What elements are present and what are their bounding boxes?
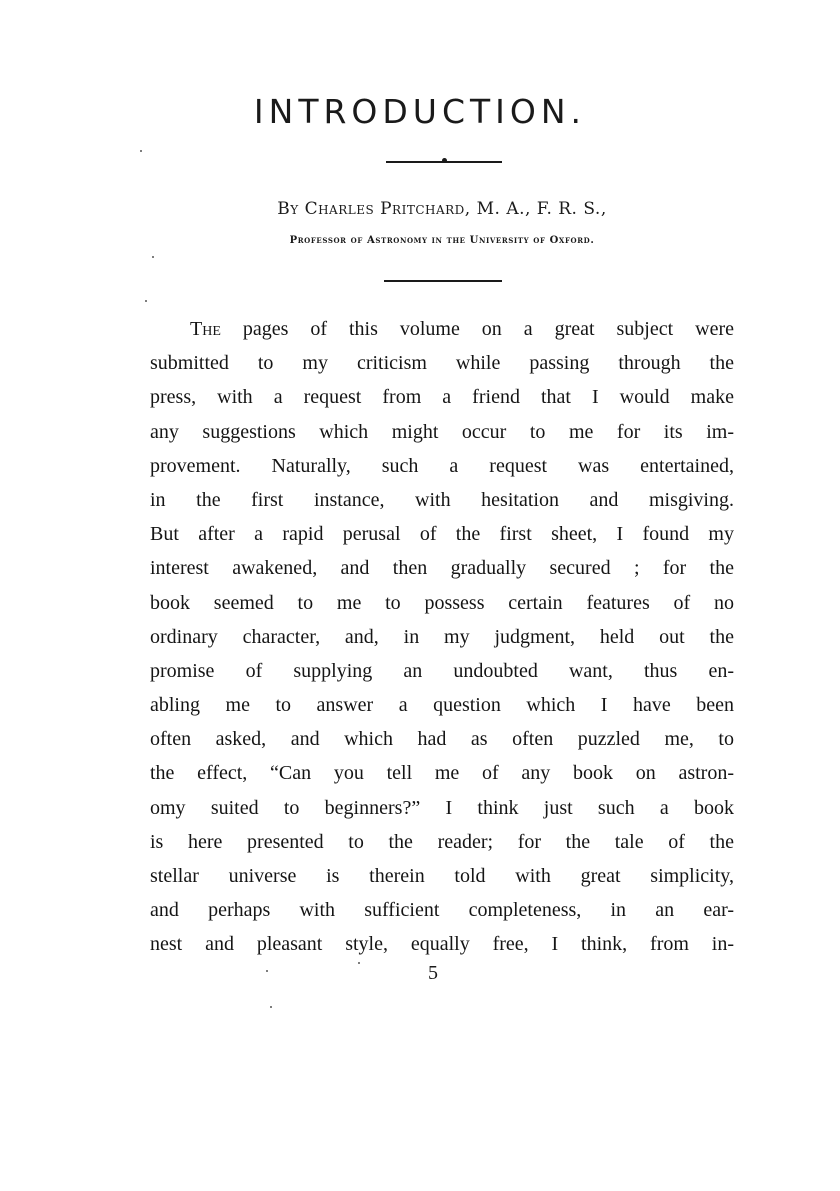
print-speck [140, 150, 142, 152]
text-line: the effect, “Can you tell me of any book on astron- [150, 762, 734, 785]
ornamental-rule-bottom [384, 280, 502, 282]
text-line: any suggestions which might occur to me for its im- [150, 420, 734, 443]
text-line: nest and pleasant style, equally free, I think, from in- [150, 933, 734, 956]
text-line: and perhaps with sufficient completeness, in an ear- [150, 899, 734, 922]
text-line: in the first instance, with hesitation and misgiving. [150, 488, 734, 511]
print-speck [152, 256, 154, 258]
author-affiliation: Professor of Astronomy in the University of Oxford. [289, 235, 595, 246]
page-number: 5 [428, 962, 438, 984]
text-line: provement. Naturally, such a request was entertained, [150, 454, 734, 477]
text-line: omy suited to beginners?” I think just such a book [150, 796, 734, 819]
print-speck [270, 1006, 272, 1008]
print-speck [358, 962, 360, 964]
author-byline: By Charles Pritchard, M. A., F. R. S., [277, 199, 607, 219]
print-speck [145, 300, 147, 302]
ornamental-rule-dot [442, 158, 447, 163]
page-title: INTRODUCTION. [253, 92, 587, 131]
text-line: submitted to my criticism while passing through the [150, 352, 734, 375]
print-speck [266, 970, 268, 972]
text-line: stellar universe is therein told with great simplicity, [150, 865, 734, 887]
lead-word: The [190, 318, 221, 340]
text-line: book seemed to me to possess certain features of no [150, 591, 734, 614]
text-line: often asked, and which had as often puzzled me, to [150, 728, 734, 751]
text-line: is here presented to the reader; for the tale of the [150, 830, 734, 853]
text-line: interest awakened, and then gradually secured ; for the [150, 557, 734, 580]
text-line-content: pages of this volume on a great subject were [220, 318, 734, 340]
text-line: But after a rapid perusal of the first sheet, I found my [150, 523, 734, 546]
text-line [150, 312, 734, 346]
text-line: promise of supplying an undoubted want, thus en- [150, 659, 734, 682]
text-line: press, with a request from a friend that I would make [150, 386, 734, 409]
body-paragraph [150, 312, 734, 962]
text-line: ordinary character, and, in my judgment, held out the [150, 625, 734, 648]
text-line: abling me to answer a question which I have been [150, 694, 734, 717]
